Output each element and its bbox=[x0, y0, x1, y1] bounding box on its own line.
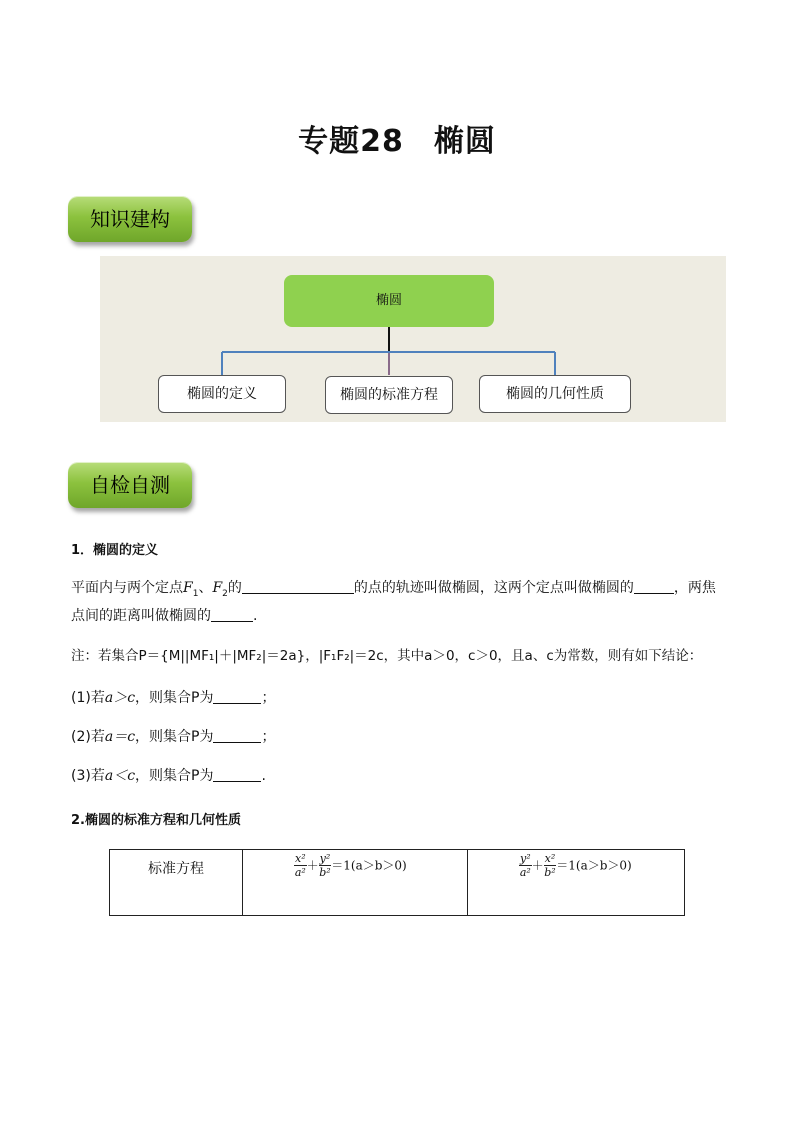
blank-case-3[interactable] bbox=[213, 767, 261, 782]
concept-map bbox=[100, 256, 726, 422]
self-test-badge: 自检自测 bbox=[68, 462, 192, 508]
blank-definition-condition[interactable] bbox=[242, 579, 354, 594]
equation-cell-vertical: $\frac{\text{y²}}{\text{a²}}$ ＋ $\frac{\text{x²}}{\text{b²}}$ ＝1(a＞b＞0) bbox=[468, 850, 685, 916]
title-topic-name: 椭圆 bbox=[433, 124, 496, 159]
blank-case-2[interactable] bbox=[213, 728, 261, 743]
title-topic-number: 专题28 bbox=[298, 124, 404, 159]
definition-paragraph-line1: 平面内与两个定点$F_1$、$F_2$的 的点的轨迹叫做椭圆，这两个定点叫做椭圆的 ，两焦 bbox=[71, 580, 716, 599]
note-paragraph: 注：若集合P＝{M||MF₁|＋|MF₂|＝2a}，|F₁F₂|＝2c，其中a＞0，c＞0，且a、c为常数，则有如下结论： bbox=[71, 648, 703, 664]
section-2-heading: 2.椭圆的标准方程和几何性质 bbox=[71, 813, 241, 828]
case-2: (2)若a＝c，则集合P为 ； bbox=[71, 729, 276, 745]
blank-focal-distance[interactable] bbox=[211, 607, 253, 622]
concept-node-definition: 椭圆的定义 bbox=[158, 375, 286, 413]
equation-cell-horizontal: $\frac{\text{x²}}{\text{a²}}$ ＋ $\frac{\text{y²}}{\text{b²}}$ ＝1(a＞b＞0) bbox=[243, 850, 468, 916]
concept-root-node: 椭圆 bbox=[284, 275, 494, 327]
table-row bbox=[110, 850, 685, 916]
section-1-heading: 1．椭圆的定义 bbox=[71, 543, 159, 558]
case-3: (3)若a＜c，则集合P为 . bbox=[71, 768, 266, 784]
concept-node-geometric-properties: 椭圆的几何性质 bbox=[479, 375, 631, 413]
definition-paragraph-line2: 点间的距离叫做椭圆的 . bbox=[71, 608, 258, 624]
concept-node-standard-equation: 椭圆的标准方程 bbox=[325, 376, 453, 414]
row-label-standard-equation: 标准方程 bbox=[110, 850, 243, 916]
blank-case-1[interactable] bbox=[213, 689, 261, 704]
blank-foci-name[interactable] bbox=[634, 579, 674, 594]
properties-table bbox=[109, 849, 685, 916]
case-1: (1)若a＞c，则集合P为 ； bbox=[71, 690, 276, 706]
page-title bbox=[0, 116, 794, 160]
knowledge-structure-badge: 知识建构 bbox=[68, 196, 192, 242]
